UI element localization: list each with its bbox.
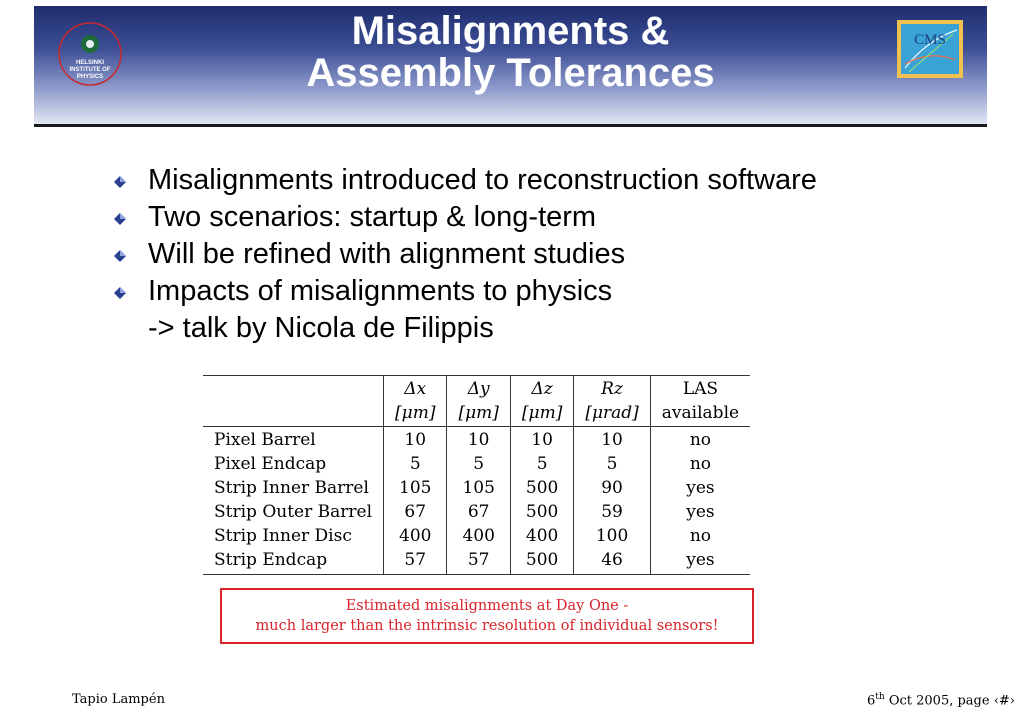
table-header-cell [203, 376, 384, 402]
cms-logo-text: CMS [914, 32, 946, 48]
bullet-icon [114, 287, 126, 299]
note-line-2: much larger than the intrinsic resolution of individual sensors! [255, 618, 719, 634]
table-cell: 10 [384, 427, 447, 453]
table-header-cell [203, 401, 384, 427]
footer-day: 6 [867, 693, 876, 709]
bullet-item [112, 236, 952, 273]
table-header-cell: [μm] [447, 401, 510, 427]
logo-text-line2: INSTITUTE OF [69, 67, 111, 73]
bullet-item [112, 199, 952, 236]
table-cell: 5 [510, 452, 573, 476]
title-line-2: Assembly Tolerances [306, 51, 715, 95]
table-cell: no [650, 524, 750, 548]
table-cell: no [650, 452, 750, 476]
footer-author: Tapio Lampén [72, 692, 165, 707]
table-cell: yes [650, 476, 750, 500]
table-cell: yes [650, 500, 750, 524]
table-cell: 400 [510, 524, 573, 548]
bullet-icon [114, 176, 126, 188]
note-line-1: Estimated misalignments at Day One - [345, 598, 629, 614]
table-cell: no [650, 427, 750, 453]
bullet-icon [114, 250, 126, 262]
table-cell: 5 [574, 452, 650, 476]
bullet-item [112, 162, 952, 199]
table-cell: 500 [510, 548, 573, 575]
table-cell: 57 [384, 548, 447, 575]
table-cell: 10 [574, 427, 650, 453]
title-line-1: Misalignments & [351, 9, 670, 53]
table-cell: 90 [574, 476, 650, 500]
table-row [203, 500, 750, 524]
table-cell: 500 [510, 476, 573, 500]
table-row [203, 427, 750, 453]
table-header-cell: [μm] [384, 401, 447, 427]
table-row [203, 476, 750, 500]
footer-date-page [867, 692, 1015, 708]
table-cell: 5 [384, 452, 447, 476]
bullet-text: Two scenarios: startup & long-term [148, 201, 597, 233]
cms-logo [897, 20, 963, 78]
table-row [203, 548, 750, 575]
table-header-row [203, 401, 750, 427]
misalignment-table-wrap [203, 375, 750, 575]
table-cell: yes [650, 548, 750, 575]
table-header-cell: [μm] [510, 401, 573, 427]
bullet-list [112, 162, 952, 347]
bullet-item [112, 273, 952, 310]
table-cell: Strip Inner Disc [214, 526, 352, 546]
bullet-icon [114, 213, 126, 225]
footer-date-rest: Oct 2005, page ‹#› [884, 693, 1015, 709]
table-cell: Pixel Barrel [214, 430, 316, 450]
table-header-cell: available [650, 401, 750, 427]
footer-day-suffix: th [875, 692, 885, 702]
table-row [203, 524, 750, 548]
table-cell: 100 [574, 524, 650, 548]
table-cell: Strip Inner Barrel [214, 478, 369, 498]
table-header-cell: Δy [447, 376, 510, 402]
highlight-note-box [220, 588, 754, 644]
bullet-text: Misalignments introduced to reconstruction software [148, 164, 817, 196]
table-header-row [203, 376, 750, 402]
table-cell: 105 [384, 476, 447, 500]
table-header-cell: Rz [574, 376, 650, 402]
slide-header [34, 6, 987, 127]
table-cell: 400 [447, 524, 510, 548]
table-header-cell: LAS [650, 376, 750, 402]
table-cell: Strip Outer Barrel [214, 502, 373, 522]
table-cell: 67 [384, 500, 447, 524]
table-cell: 500 [510, 500, 573, 524]
table-cell: 57 [447, 548, 510, 575]
table-cell: 67 [447, 500, 510, 524]
table-header-cell: Δz [510, 376, 573, 402]
logo-text-line3: PHYSICS [76, 74, 104, 80]
table-cell: 59 [574, 500, 650, 524]
logo-text-line1: HELSINKI [75, 60, 105, 66]
table-cell: 400 [384, 524, 447, 548]
misalignment-table [203, 375, 750, 575]
table-row [203, 452, 750, 476]
table-cell: Strip Endcap [203, 548, 384, 575]
table-cell: 46 [574, 548, 650, 575]
table-cell: Pixel Endcap [214, 454, 327, 474]
table-header-cell: [μrad] [574, 401, 650, 427]
bullet-text: Will be refined with alignment studies [148, 238, 626, 270]
bullet-continuation: -> talk by Nicola de Filippis [148, 312, 494, 344]
slide-title [34, 10, 987, 94]
table-cell: 10 [510, 427, 573, 453]
table-cell: 105 [447, 476, 510, 500]
table-cell: 5 [447, 452, 510, 476]
bullet-text: Impacts of misalignments to physics [148, 275, 613, 307]
table-cell: 10 [447, 427, 510, 453]
table-header-cell: Δx [384, 376, 447, 402]
